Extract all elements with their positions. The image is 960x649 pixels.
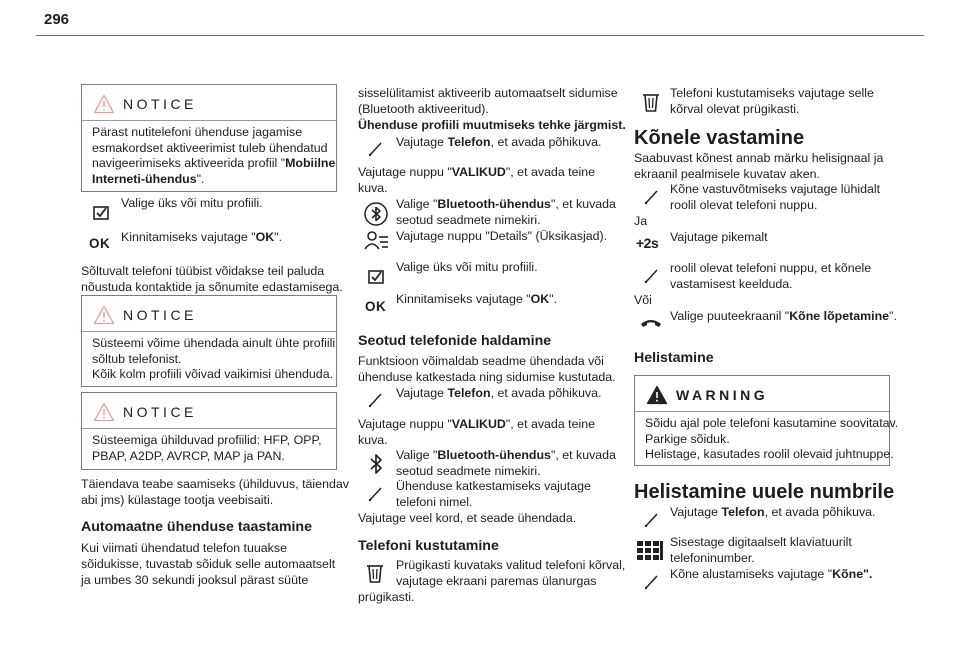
notice-box-2 (81, 295, 337, 387)
paragraph-line: vastamisest keelduda. (670, 277, 793, 291)
paragraph-line: roolil olevat telefoni nuppu. (670, 198, 818, 212)
text-span: , et avada põhikuva. (490, 135, 602, 149)
notice-text-line: Kõik kolm profiili võivad vaikimisi ühenduda. (92, 367, 334, 382)
paragraph-line (358, 417, 595, 433)
paragraph-line: Funktsioon võimaldab seadme ühendada või (358, 354, 604, 368)
text-span: ", et avada teine (505, 417, 596, 431)
trash-icon (363, 561, 387, 585)
section-heading: Telefoni kustutamine (358, 538, 499, 554)
tap-icon (640, 570, 664, 594)
paragraph-line: telefoninumber. (670, 551, 755, 565)
bluetooth-icon (363, 201, 389, 227)
conjunction-text: Või (634, 293, 652, 307)
bold-span: Mobiilne (285, 156, 336, 171)
notice-divider (82, 331, 336, 332)
text-span: , et avada põhikuva. (490, 386, 602, 400)
text-span: Kinnitamiseks vajutage " (396, 292, 531, 306)
paragraph-line: seotud seadmete nimekiri. (396, 213, 541, 227)
step-reconnect: Vajutage veel kord, et seade ühendada. (358, 511, 577, 525)
warning-text-line: Helistage, kasutades roolil olevaid juhtnuppe. (645, 447, 894, 462)
paragraph-line (358, 118, 626, 134)
page-number: 296 (44, 11, 70, 28)
tap-icon (640, 185, 664, 209)
paragraph-line: kuva. (358, 433, 388, 447)
bold-span: Telefon (447, 386, 491, 400)
text-span: ", et kuvada (550, 448, 616, 462)
paragraph-line: abi jms) külastage tootja veebisaiti. (81, 493, 274, 507)
notice-text-line: Pärast nutitelefoni ühenduse jagamise (92, 125, 303, 139)
notice-text-line: sõltub telefonist. (92, 351, 182, 366)
bold-span: Telefon (721, 505, 765, 519)
paragraph-line: sisselülitamist aktiveerib automaatselt sidumise (358, 86, 618, 100)
tap-icon (640, 264, 664, 288)
text-span: ". (196, 171, 205, 186)
step-confirm-ok (121, 230, 282, 246)
step-press-telefon (396, 135, 601, 151)
text-span: Valige " (396, 448, 438, 462)
warning-triangle-icon (646, 385, 668, 405)
step-end-call (670, 309, 897, 325)
text-span: Vajutage (396, 135, 448, 149)
paragraph-line: Sõltuvalt telefoni tüübist võidakse teil paluda (81, 264, 325, 278)
text-span: Kõne alustamiseks vajutage " (670, 567, 833, 581)
notice-divider (82, 120, 336, 121)
paragraph-line: Saabuvast kõnest annab märku helisignaal ja (634, 151, 884, 165)
bold-span: VALIKUD (451, 165, 506, 179)
bluetooth-icon (364, 452, 388, 476)
keypad-icon (636, 539, 664, 563)
paragraph-line: sõidukisse, tuvastab sõiduk selle automaatselt (81, 557, 336, 571)
text-span: ". (549, 292, 558, 306)
section-heading: Helistamine (634, 350, 714, 366)
notice-text-line (92, 156, 335, 172)
profile-select-icon (364, 265, 388, 289)
text-span: ", et avada teine (505, 165, 596, 179)
paragraph-line (358, 165, 595, 181)
step-details: Vajutage nuppu "Details" (Üksikasjad). (396, 229, 608, 243)
paragraph-line: Täiendava teabe saamiseks (ühilduvus, täiendav (81, 477, 349, 491)
warning-triangle-icon (93, 94, 115, 114)
paragraph-line: prügikasti. (358, 590, 415, 604)
notice-title: NOTICE (123, 307, 197, 323)
warning-triangle-icon (93, 402, 115, 422)
bold-span: OK (255, 230, 275, 244)
section-heading: Automaatne ühenduse taastamine (81, 519, 312, 535)
paragraph-line: Kui viimati ühendatud telefon tuuakse (81, 541, 287, 555)
step-enter-number: Sisestage digitaalselt klaviatuurilt (670, 535, 852, 549)
text-span: Vajutage (396, 386, 448, 400)
bold-span: Bluetooth-ühendus (437, 197, 551, 211)
header-rule (36, 35, 924, 36)
bold-span: Ühenduse profiili muutmiseks tehke järgmist. (358, 118, 626, 132)
bold-span: Kõne". (832, 567, 873, 581)
trash-icon (639, 90, 663, 114)
paragraph-line: telefoni nimel. (396, 495, 473, 509)
tap-icon (364, 482, 388, 506)
paragraph-line: ühenduse katkestada ning sidumise kustutada. (358, 370, 616, 384)
bold-span: Telefon (447, 135, 491, 149)
text-span: Vajutage (670, 505, 722, 519)
bold-span: VALIKUD (451, 417, 506, 431)
notice-text-line (92, 172, 204, 188)
hang-up-icon (638, 310, 664, 334)
step-select-profile: Valige üks või mitu profiili. (121, 196, 263, 210)
text-span: Kinnitamiseks vajutage " (121, 230, 256, 244)
notice-text-line: PBAP, A2DP, AVRCP, MAP ja PAN. (92, 448, 285, 463)
tap-icon (364, 388, 388, 412)
step-bluetooth-connection (396, 448, 616, 464)
section-heading: Seotud telefonide haldamine (358, 333, 552, 349)
long-press-icon: +2s (636, 235, 659, 251)
step-long-press: Vajutage pikemalt (670, 230, 768, 244)
step-trash: Prügikasti kuvataks valitud telefoni kõrval, (396, 558, 626, 572)
paragraph-line: kuva. (358, 181, 388, 195)
ok-icon: OK (365, 299, 387, 314)
warning-triangle-icon (93, 305, 115, 325)
step-press-telefon (670, 505, 875, 521)
warning-text-line: Parkige sõiduk. (645, 431, 730, 446)
warning-divider (635, 411, 889, 412)
paragraph-line: (Bluetooth aktiveeritud). (358, 102, 489, 116)
bold-span: Interneti-ühendus (92, 171, 197, 186)
warning-box (634, 375, 899, 466)
conjunction-text: Ja (634, 214, 648, 228)
step-confirm-ok (396, 292, 557, 308)
notice-text-line: Süsteemiga ühilduvad profiilid: HFP, OPP, (92, 433, 322, 447)
step-short-press: Kõne vastuvõtmiseks vajutage lühidalt (670, 182, 881, 196)
step-delete-phone: Telefoni kustutamiseks vajutage selle (670, 86, 874, 100)
section-heading-large: Helistamine uuele numbrile (634, 481, 895, 503)
section-heading-large: Kõnele vastamine (634, 127, 805, 149)
text-span: , et avada põhikuva. (764, 505, 876, 519)
profile-select-icon (89, 201, 113, 225)
notice-text-line: esmakordset aktiveerimist tuleb ühendatud (92, 140, 328, 155)
step-disconnect: Ühenduse katkestamiseks vajutage (396, 479, 591, 493)
notice-box-3 (81, 392, 337, 470)
paragraph-line: seotud seadmete nimekiri. (396, 464, 541, 478)
paragraph-line: vajutage ekraani paremas ülanurgas (396, 574, 597, 588)
ok-icon: OK (89, 236, 111, 251)
bold-span: OK (530, 292, 550, 306)
bold-span: Kõne lõpetamine (789, 309, 890, 323)
tap-icon (640, 508, 664, 532)
step-reject-call: roolil olevat telefoni nuppu, et kõnele (670, 261, 872, 275)
notice-box-1 (81, 84, 337, 192)
paragraph-line: nõustuda kontaktide ja sõnumite edastamisega. (81, 280, 343, 294)
text-span: ", et kuvada (550, 197, 616, 211)
text-span: navigeerimiseks aktiveerida profiil " (92, 156, 286, 171)
text-span: ". (274, 230, 283, 244)
text-span: Vajutage nuppu " (358, 165, 452, 179)
tap-icon (364, 137, 388, 161)
text-span: Valige " (396, 197, 438, 211)
notice-title: NOTICE (123, 96, 197, 112)
warning-title: WARNING (676, 387, 769, 403)
step-select-profile: Valige üks või mitu profiili. (396, 260, 538, 274)
text-span: Valige puuteekraanil " (670, 309, 790, 323)
notice-divider (82, 428, 336, 429)
text-span: ". (889, 309, 897, 323)
paragraph-line: kõrval olevat prügikasti. (670, 102, 800, 116)
paragraph-line: ja umbes 30 sekundi jooksul pärast süüte (81, 573, 309, 587)
step-start-call (670, 567, 872, 583)
details-icon (363, 228, 389, 254)
text-span: Vajutage nuppu " (358, 417, 452, 431)
step-press-telefon (396, 386, 601, 402)
warning-text-line: Sõidu ajal pole telefoni kasutamine soovitatav. (645, 416, 899, 430)
paragraph-line: ekraanil pealmisele kuvatav aken. (634, 167, 820, 181)
bold-span: Bluetooth-ühendus (437, 448, 551, 462)
notice-title: NOTICE (123, 404, 197, 420)
step-bluetooth-connection (396, 197, 616, 213)
notice-text-line: Süsteemi võime ühendada ainult ühte profiili (92, 336, 336, 350)
